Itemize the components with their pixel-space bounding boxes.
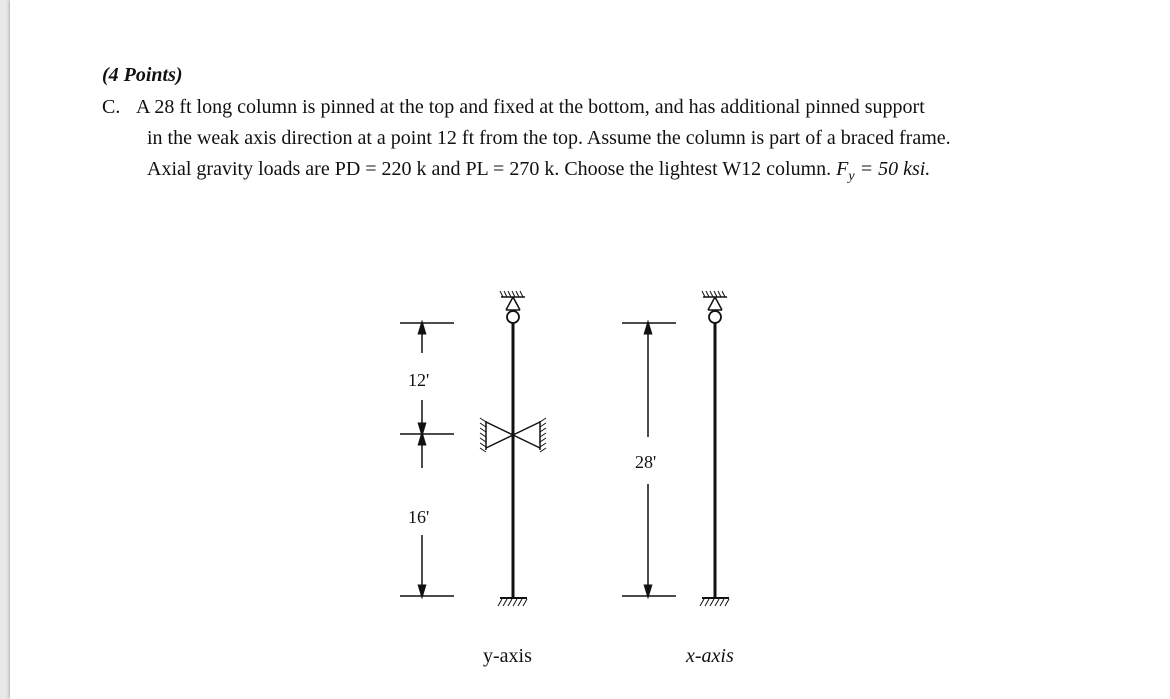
problem-letter: C. (102, 96, 121, 118)
dimension-12ft: 12' (408, 370, 430, 390)
y-axis-column (498, 291, 527, 606)
x-axis-column (700, 291, 729, 606)
fy-subscript: y (848, 169, 855, 184)
weak-axis-dimension (400, 323, 454, 596)
x-axis-label: x-axis (686, 645, 734, 667)
problem-line-1: A 28 ft long column is pinned at the top and fixed at the bottom, and has additional pinned support (136, 96, 925, 118)
problem-points: (4 Points) (102, 64, 183, 86)
fy-symbol: F (836, 158, 849, 180)
document-page (10, 0, 1170, 699)
column-diagram (10, 0, 1170, 699)
problem-line-3-text: Axial gravity loads are PD = 220 k and PL = 270 k. Choose the lightest W12 column. (147, 158, 832, 180)
problem-line-2: in the weak axis direction at a point 12 ft from the top. Assume the column is part of a braced frame. (147, 127, 951, 149)
dimension-16ft: 16' (408, 507, 430, 527)
dimension-28ft: 28' (635, 452, 657, 472)
fy-value: = 50 ksi. (859, 158, 931, 180)
y-axis-label: y-axis (483, 645, 532, 667)
